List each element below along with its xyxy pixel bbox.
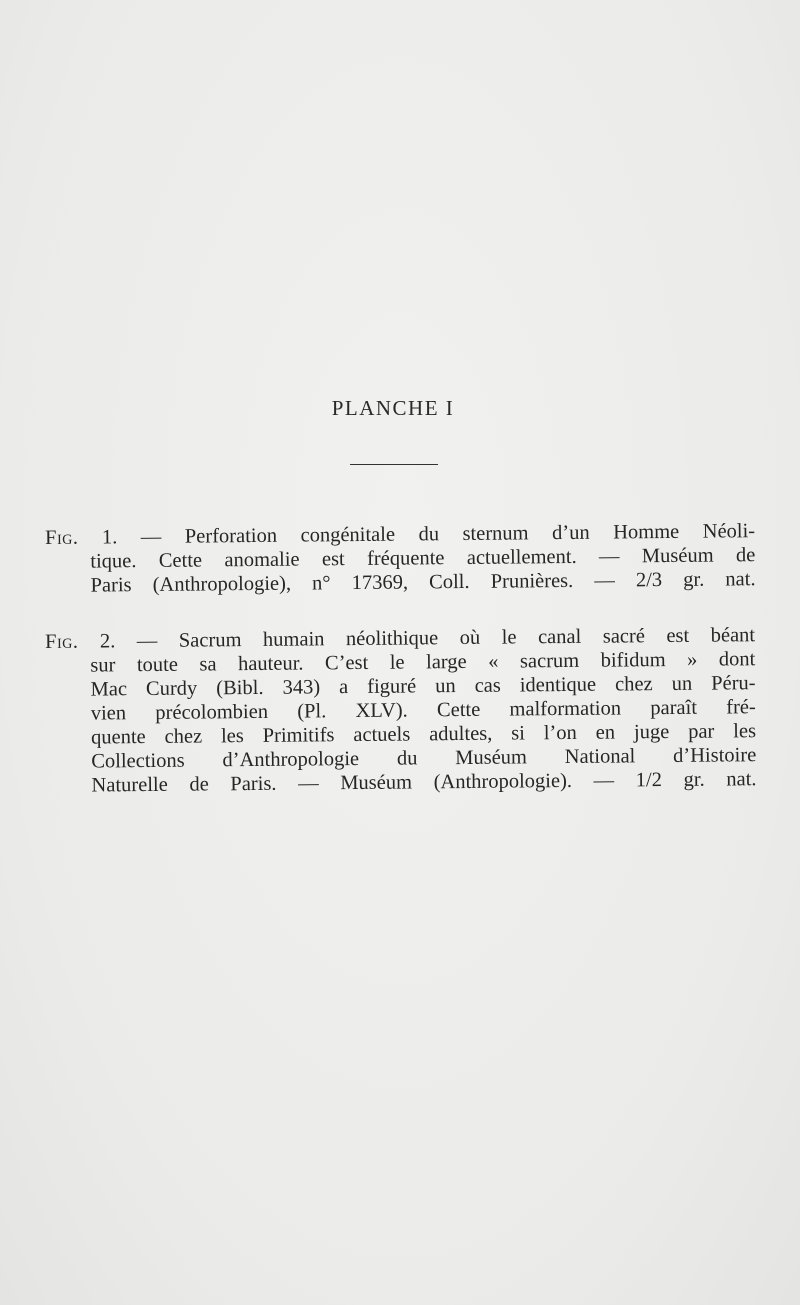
caption-line: tique. Cette anomalie est fréquente actuellement. — Muséum de <box>90 544 756 573</box>
caption-line: Naturelle de Paris. — Muséum (Anthropologie). — 1/2 gr. nat. <box>91 768 757 797</box>
title-divider <box>350 464 438 465</box>
figure-1-caption <box>45 519 756 598</box>
caption-text: 1. — Perforation congénitale du sternum d’un Homme Néoli- <box>78 520 756 549</box>
plate-title: PLANCHE I <box>331 396 455 420</box>
figure-label: Fig. <box>45 630 79 653</box>
caption-line: Paris (Anthropologie), n° 17369, Coll. Prunières. — 2/3 gr. nat. <box>90 568 756 597</box>
caption-line: vien précolombien (Pl. XLV). Cette malformation paraît fré- <box>90 696 756 725</box>
caption-text: 2. — Sacrum humain néolithique où le canal sacré est béant <box>78 624 756 653</box>
caption-line: sur toute sa hauteur. C’est le large « sacrum bifidum » dont <box>90 648 756 677</box>
figure-label: Fig. <box>45 526 79 549</box>
caption-line: Collections d’Anthropologie du Muséum National d’Histoire <box>91 744 757 773</box>
figure-2-caption <box>45 623 757 798</box>
caption-line: quente chez les Primitifs actuels adultes, si l’on en juge par les <box>90 720 757 749</box>
caption-line: Mac Curdy (Bibl. 343) a figuré un cas identique chez un Péru- <box>90 672 756 701</box>
